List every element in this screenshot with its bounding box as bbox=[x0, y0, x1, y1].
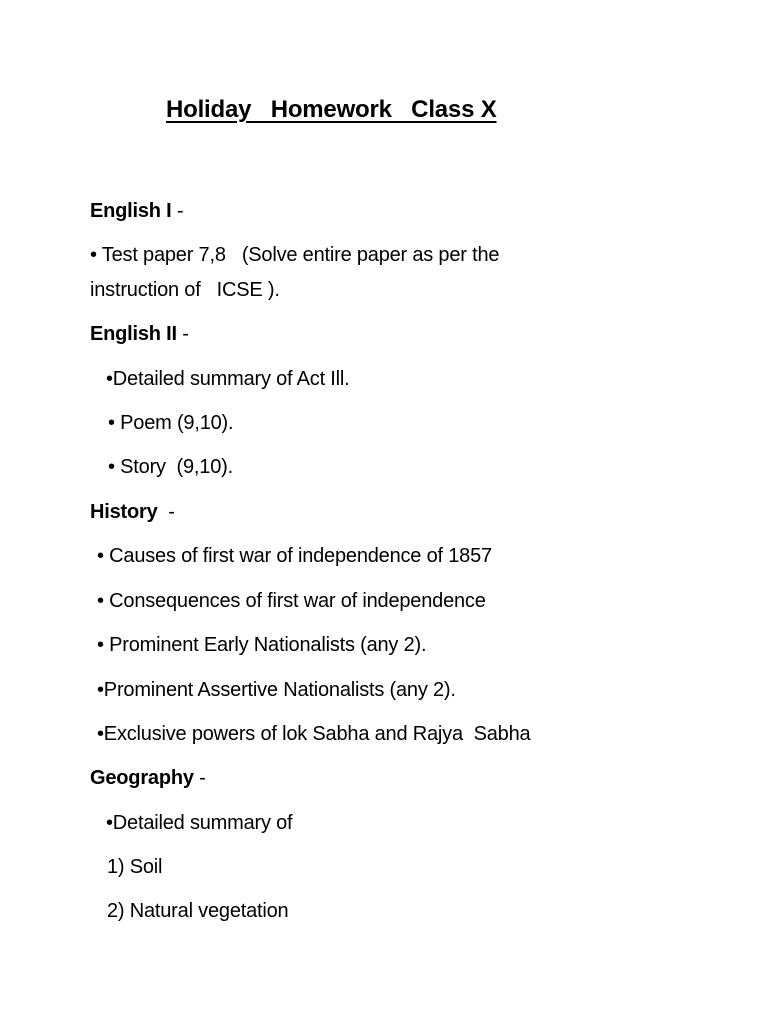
section-heading-label: English II bbox=[90, 323, 177, 345]
list-item: instruction of ICSE ). bbox=[90, 279, 280, 301]
section-heading-label: History bbox=[90, 501, 158, 523]
list-item: •Detailed summary of bbox=[106, 812, 293, 834]
list-item: • Story (9,10). bbox=[108, 456, 233, 478]
section-heading-dash: - bbox=[157, 501, 175, 523]
section-heading-english-1 bbox=[90, 196, 183, 226]
section-heading-dash: - bbox=[176, 323, 189, 345]
section-heading-label: Geography bbox=[90, 767, 194, 789]
section-heading-dash: - bbox=[171, 200, 184, 222]
list-item: • Causes of first war of independence of 1857 bbox=[97, 545, 492, 567]
page-title: Holiday Homework Class X bbox=[166, 96, 497, 123]
list-item: 1) Soil bbox=[107, 856, 163, 878]
list-item: • Test paper 7,8 (Solve entire paper as per the bbox=[90, 244, 500, 266]
section-heading-english-2 bbox=[90, 319, 189, 349]
section-heading-label: English I bbox=[90, 200, 172, 222]
list-item: • Prominent Early Nationalists (any 2). bbox=[97, 634, 427, 656]
list-item: • Consequences of first war of independence bbox=[97, 590, 486, 612]
list-item: •Prominent Assertive Nationalists (any 2). bbox=[97, 679, 456, 701]
section-heading-history bbox=[90, 497, 175, 527]
section-heading-geography bbox=[90, 763, 206, 793]
list-item: •Detailed summary of Act Ill. bbox=[106, 368, 350, 390]
list-item: • Poem (9,10). bbox=[108, 412, 234, 434]
list-item: 2) Natural vegetation bbox=[107, 900, 289, 922]
list-item: •Exclusive powers of lok Sabha and Rajya Sabha bbox=[97, 723, 531, 745]
section-heading-dash: - bbox=[193, 767, 206, 789]
